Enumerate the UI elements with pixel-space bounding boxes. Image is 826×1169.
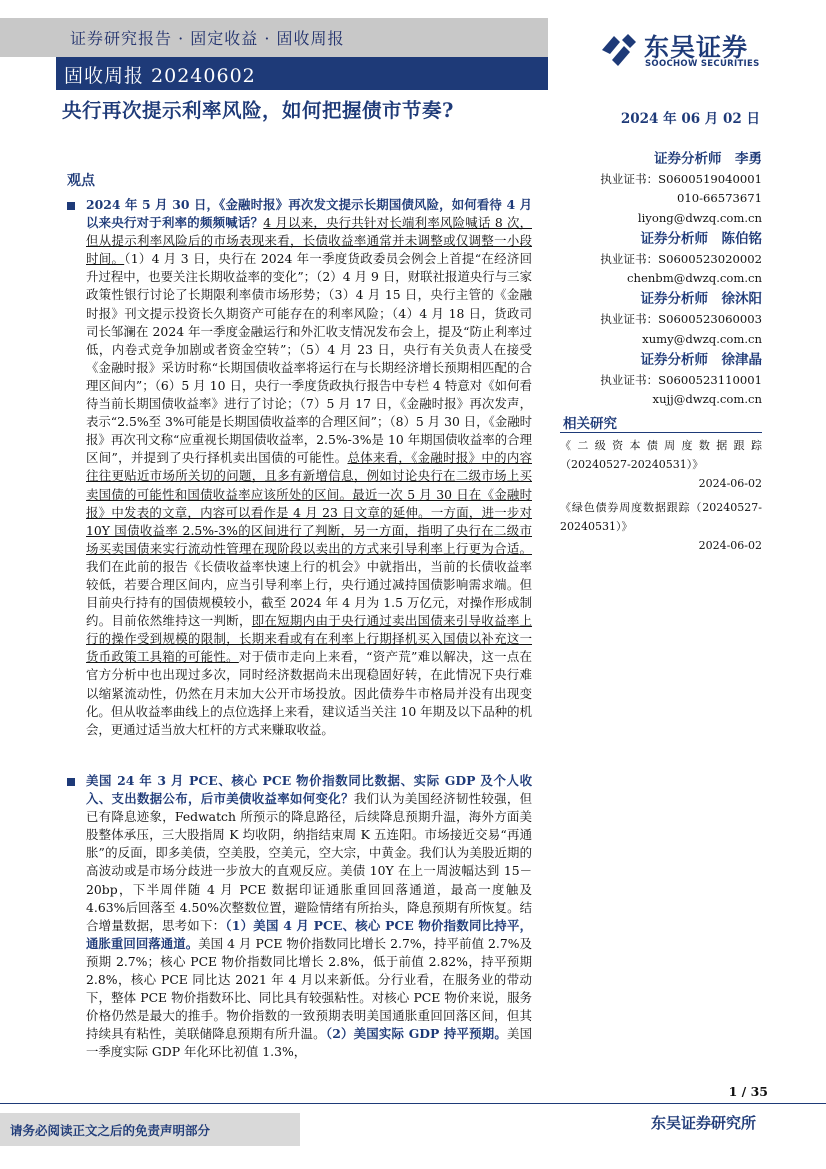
report-title: 央行再次提示利率风险，如何把握债市节奏? <box>62 99 454 122</box>
logo-subtext: SOOCHOW SECURITIES <box>645 59 760 69</box>
analyst-card <box>560 288 762 349</box>
paragraph-text: 我们认为美国经济韧性较强，但已有降息迹象，Fedwatch 所预示的降息路径，后续降息预期升温，海外方面美股整体承压，三大股指周 K 均收阴，纳指结束周 K 五连阳。市场接近交易“再通胀”的反面，即多美债，空美股，空美元，空大宗，中黄金。我们认为美股近期的高波动或是市场分歧进一步放大的直观反应。美债 10Y 在上一周波幅达到 15－20bp，下半周伴随 4 月 PCE 数据印证通胀重回回落通道，最高一度触及 4.63%后回落至 4.50%次整数位置，避险情绪有所抬头，降息预期有所恢复。结合增量数据，思考如下： <box>86 791 533 933</box>
disclaimer-band <box>0 1113 300 1146</box>
report-date: 2024 年 06 月 02 日 <box>620 111 760 127</box>
institute-name: 东吴证券研究所 <box>650 1114 756 1132</box>
related-item[interactable] <box>560 498 762 555</box>
paragraph-text: 我们在此前的报告《长债收益率快速上行的机会》中就指出，当前的长债收益率较低，若要合理区间内，应当引导利率上行，央行通过减持国债影响需求端。但目前央行持有的国债规模较小，截至 2024 年 4 月为 1.5 万亿元，对操作形成制约。目前依然维持这一判断， <box>86 558 532 629</box>
analyst-email[interactable]: chenbm@dwzq.com.cn <box>627 271 762 286</box>
analyst-name: 证券分析师 徐沐阳 <box>640 291 762 308</box>
related-item-title[interactable]: 《绿色债券周度数据跟踪（20240527-20240531）》 <box>560 501 762 533</box>
soochow-logo-icon <box>598 30 638 70</box>
highlight-text: 4 月以来，央行共针对长端利率风险喊话 8 次，但从提示利率风险后的市场表现来看，长债收益率通常并未调整或仅调整一小段时间。 <box>86 215 532 267</box>
header-band <box>0 18 548 57</box>
analyst-cert: 执业证书：S0600523020002 <box>600 251 762 266</box>
related-item[interactable] <box>560 436 762 493</box>
paragraph-lead: 美国 24 年 3 月 PCE、核心 PCE 物价指数同比数据、实际 GDP 及个人收入、支出数据公布，后市美债收益率如何变化？ <box>86 773 532 807</box>
disclaimer-notice: 请务必阅读正文之后的免责声明部分 <box>10 1123 211 1138</box>
highlight-text: 即在短期内由于央行通过卖出国债来引导收益率上行的操作受到规模的限制，长期来看或有在利率上行期择机买入国债以补充这一货币政策工具箱的可能性。 <box>86 613 533 665</box>
report-series: 固收周报 20240602 <box>64 65 256 87</box>
body-paragraph <box>86 196 532 739</box>
logo-text: 东吴证券 <box>644 33 749 62</box>
bullet-icon <box>67 778 75 786</box>
paragraph-lead: 2024 年 5 月 30 日，《金融时报》再次发文提示长期国债风险，如何看待 4 月以来央行对于利率的频频喊话？ <box>86 197 532 231</box>
analyst-name: 证券分析师 徐津晶 <box>640 352 762 369</box>
related-item-date: 2024-06-02 <box>698 477 762 490</box>
report-series-band <box>56 57 548 90</box>
bullet-icon <box>67 202 75 210</box>
analyst-card <box>560 349 762 410</box>
analyst-cert: 执业证书：S0600523110001 <box>600 373 762 388</box>
divider <box>560 432 762 433</box>
breadcrumb: 证券研究报告 · 固定收益 · 固收周报 <box>70 29 345 48</box>
related-item-date: 2024-06-02 <box>698 539 762 552</box>
paragraph-emphasis: （1）美国 4 月 PCE、核心 PCE 物价指数同比持平，通胀重回回落通道。 <box>86 917 533 951</box>
paragraph-emphasis: （2）美国实际 GDP 持平预期。 <box>325 1026 507 1042</box>
analyst-card <box>560 148 762 228</box>
section-label: 观点 <box>67 173 95 189</box>
page-number: 1 / 35 <box>728 1084 768 1099</box>
related-item-title[interactable]: 《二级资本债周度数据跟踪（20240527-20240531）》 <box>560 439 762 471</box>
analyst-card <box>560 228 762 289</box>
related-research-heading: 相关研究 <box>563 416 617 432</box>
footer-divider <box>0 1103 826 1104</box>
analyst-list <box>560 148 762 410</box>
analyst-cert: 执业证书：S0600523060003 <box>600 312 762 327</box>
paragraph-text: 对于债市走向上来看，“资产荒”难以解决，这一点在官方分析中也出现过多次，同时经济数据尚未出现稳固好转，在此情况下央行难以缩紧流动性，仍然在月末加大公开市场投放。因此债券牛市格局并没有出现变化。但从收益率曲线上的点位选择上来看，建议适当关注 10 年期及以下品种的机会，更通过适当放大杠杆的方式来赚取收益。 <box>86 649 533 737</box>
paragraph-text: 美国一季度实际 GDP 年化环比初值 1.3%， <box>86 1026 532 1060</box>
analyst-phone: 010-66573671 <box>676 191 762 206</box>
paragraph-text: 美国 4 月 PCE 物价指数同比增长 2.7%，持平前值 2.7%及预期 2.7%；核心 PCE 物价指数同比增长 2.8%，低于前值 2.82%，持平预期 2.8%，核心 PCE 同比达 2021 年 4 月以来新低。分行业看，在服务业的带动下，整体 PCE 物价指数环比、同比具有较强粘性。对核心 PCE 物价来说，服务价格仍然是最大的推手。物价指数的一致预期表明美国通胀重回回落区间，但其持续具有粘性，美联储降息预期有所升温。 <box>86 935 532 1042</box>
analyst-cert: 执业证书：S0600519040001 <box>600 172 762 186</box>
analyst-name: 证券分析师 李勇 <box>654 151 762 167</box>
body-paragraph <box>86 772 532 1062</box>
analyst-email[interactable]: liyong@dwzq.com.cn <box>637 210 762 225</box>
analyst-name: 证券分析师 陈伯铭 <box>640 230 762 247</box>
analyst-email[interactable]: xumy@dwzq.com.cn <box>642 331 762 346</box>
logo <box>598 28 778 72</box>
highlight-text: 总体来看，《金融时报》中的内容往往更贴近市场所关切的问题，且多有新增信息，例如讨论央行在二级市场上买卖国债的可能性和国债收益率应该所处的区间。最近一次 5 月 30 日在《金融时报》中发表的文章，内容可以看作是 4 月 23 日文章的延伸。一方面，进一步对 10Y 国债收益率 2.5%-3%的区间进行了判断，另一方面，指明了央行在二级市场买卖国债来实行流动性管理在现阶段以卖出的方式来引导利率上行更为合适。 <box>86 450 532 556</box>
paragraph-text: （1）4 月 3 日，央行在 2024 年一季度货政委员会例会上首提“在经济回升过程中，也要关注长期收益率的变化”；（2）4 月 9 日，财联社报道央行与三家政策性银行讨论了长期限利率债市场形势；（3）4 月 15 日，央行主管的《金融时报》刊文提示投资长久期资产可能存在的利率风险；（4）4 月 18 日，货政司司长邹澜在 2024 年一季度金融运行和外汇收支情况发布会上，提及“防止利率过低，内卷式竞争加剧或者资金空转”；（5）4 月 23 日，央行有关负责人在接受《金融时报》采访时称“长期国债收益率将运行在与长期经济增长预期相匹配的合理区间内”；（6）5 月 10 日，央行一季度货政执行报告中专栏 4 特意对《如何看待当前长期国债收益率》进行了讨论；（7）5 月 17 日，《金融时报》再次发声，表示“2.5%至 3%可能是长期国债收益率的合理区间”；（8）5 月 30 日，《金融时报》再次刊文称“应重视长期国债收益率，2.5%-3%是 10 年期国债收益率的合理区间”，并提到了央行择机卖出国债的可能性。 <box>86 251 532 466</box>
analyst-email[interactable]: xujj@dwzq.com.cn <box>652 392 762 407</box>
